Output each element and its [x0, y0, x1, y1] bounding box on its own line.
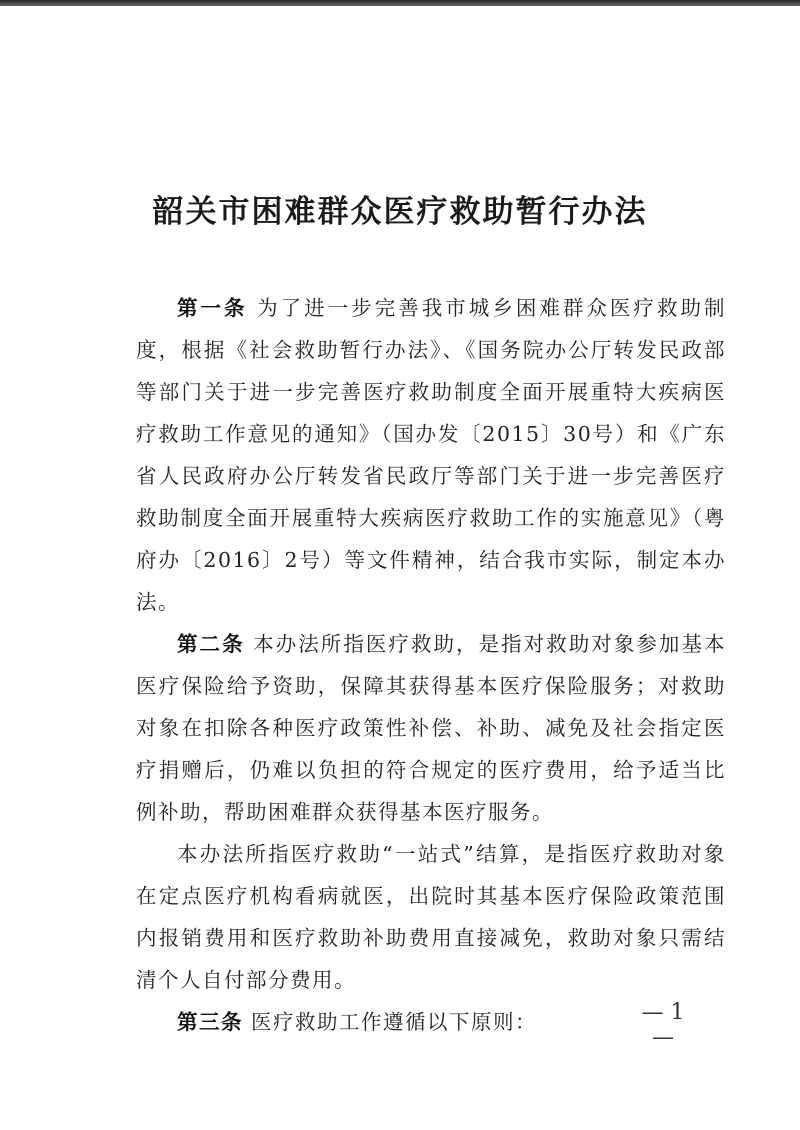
paragraph-article-1 — [136, 287, 726, 623]
article-label: 第一条 — [177, 296, 248, 320]
paragraph-text: 医疗救助工作遵循以下原则： — [251, 1010, 538, 1034]
paragraph-text: 本办法所指医疗救助，是指对救助对象参加基本医疗保险给予资助，保障其获得基本医疗保险服务；对救助对象在扣除各种医疗政策性补偿、补助、减免及社会指定医疗捐赠后，仍难以负担的符合规定的医疗费用，给予适当比例补助，帮助困难群众获得基本医疗服务。 — [136, 632, 726, 824]
document-body — [136, 287, 726, 1043]
paragraph-article-2 — [136, 623, 726, 833]
paragraph-text: 为了进一步完善我市城乡困难群众医疗救助制度，根据《社会救助暂行办法》、《国务院办公厅转发民政部等部门关于进一步完善医疗救助制度全面开展重特大疾病医疗救助工作意见的通知》（国办发〔2015〕30号）和《广东省人民政府办公厅转发省民政厅等部门关于进一步完善医疗救助制度全面开展重特大疾病医疗救助工作的实施意见》（粤府办〔2016〕2号）等文件精神，结合我市实际，制定本办法。 — [136, 296, 726, 614]
paragraph-text: 本办法所指医疗救助“一站式”结算，是指医疗救助对象在定点医疗机构看病就医，出院时其基本医疗保险政策范围内报销费用和医疗救助补助费用直接减免，救助对象只需结清个人自付部分费用。 — [136, 842, 726, 992]
page-number: — 1 — — [641, 1000, 685, 1050]
scan-top-border — [0, 0, 800, 6]
paragraph-one-stop — [136, 833, 726, 1001]
article-label: 第二条 — [177, 632, 245, 656]
article-label: 第三条 — [177, 1010, 243, 1034]
document-title: 韶关市困难群众医疗救助暂行办法 — [152, 194, 648, 230]
